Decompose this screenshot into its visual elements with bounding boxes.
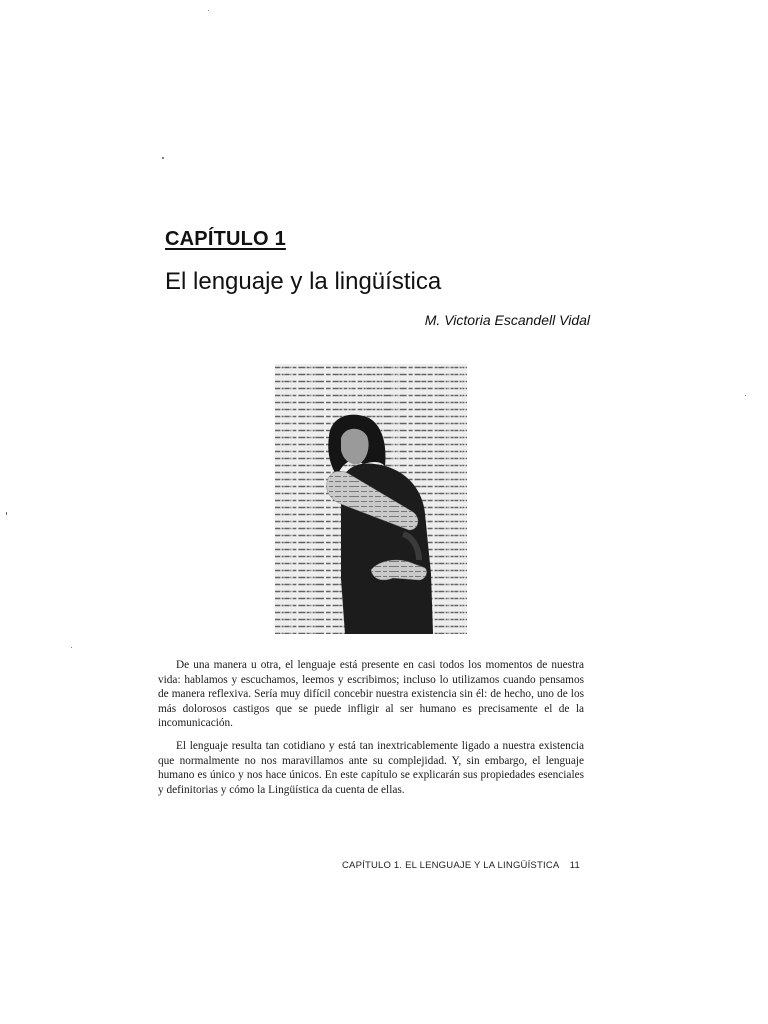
running-footer xyxy=(342,860,580,871)
intro-paragraph: El lenguaje resulta tan cotidiano y está tan inextricablemente ligado a nuestra existencia que normalmente no nos maravillamos ante su complejidad. Y, sin embargo, el lenguaje humano es único y nos hace únicos. En este capítulo se explicarán sus propiedades esenciales y definitorias y cómo la Lingüística da cuenta de ellas. xyxy=(158,739,584,796)
scan-speck xyxy=(208,10,209,11)
running-head: CAPÍTULO 1. EL LENGUAJE Y LA LINGÜÍSTICA xyxy=(341,860,559,871)
scan-speck xyxy=(745,395,746,396)
chapter-title: El lenguaje y la lingüística xyxy=(165,268,442,295)
scan-speck xyxy=(6,512,7,515)
scan-speck xyxy=(162,157,164,159)
page-number: 11 xyxy=(569,860,580,871)
scan-speck xyxy=(71,647,72,648)
intro-text xyxy=(158,658,584,805)
chapter-author: M. Victoria Escandell Vidal xyxy=(424,312,590,328)
chapter-label: CAPÍTULO 1 xyxy=(165,228,286,250)
chapter-illustration xyxy=(275,364,467,634)
intro-paragraph: De una manera u otra, el lenguaje está presente en casi todos los momentos de nuestra vida: hablamos y escuchamos, leemos y escribimos; incluso lo utilizamos cuando pensamos de manera reflexiva. Sería muy difícil concebir nuestra existencia sin él: de hecho, uno de los más dolorosos castigos que se puede infligir al ser humano es precisamente el de la incomunicación. xyxy=(158,659,584,730)
